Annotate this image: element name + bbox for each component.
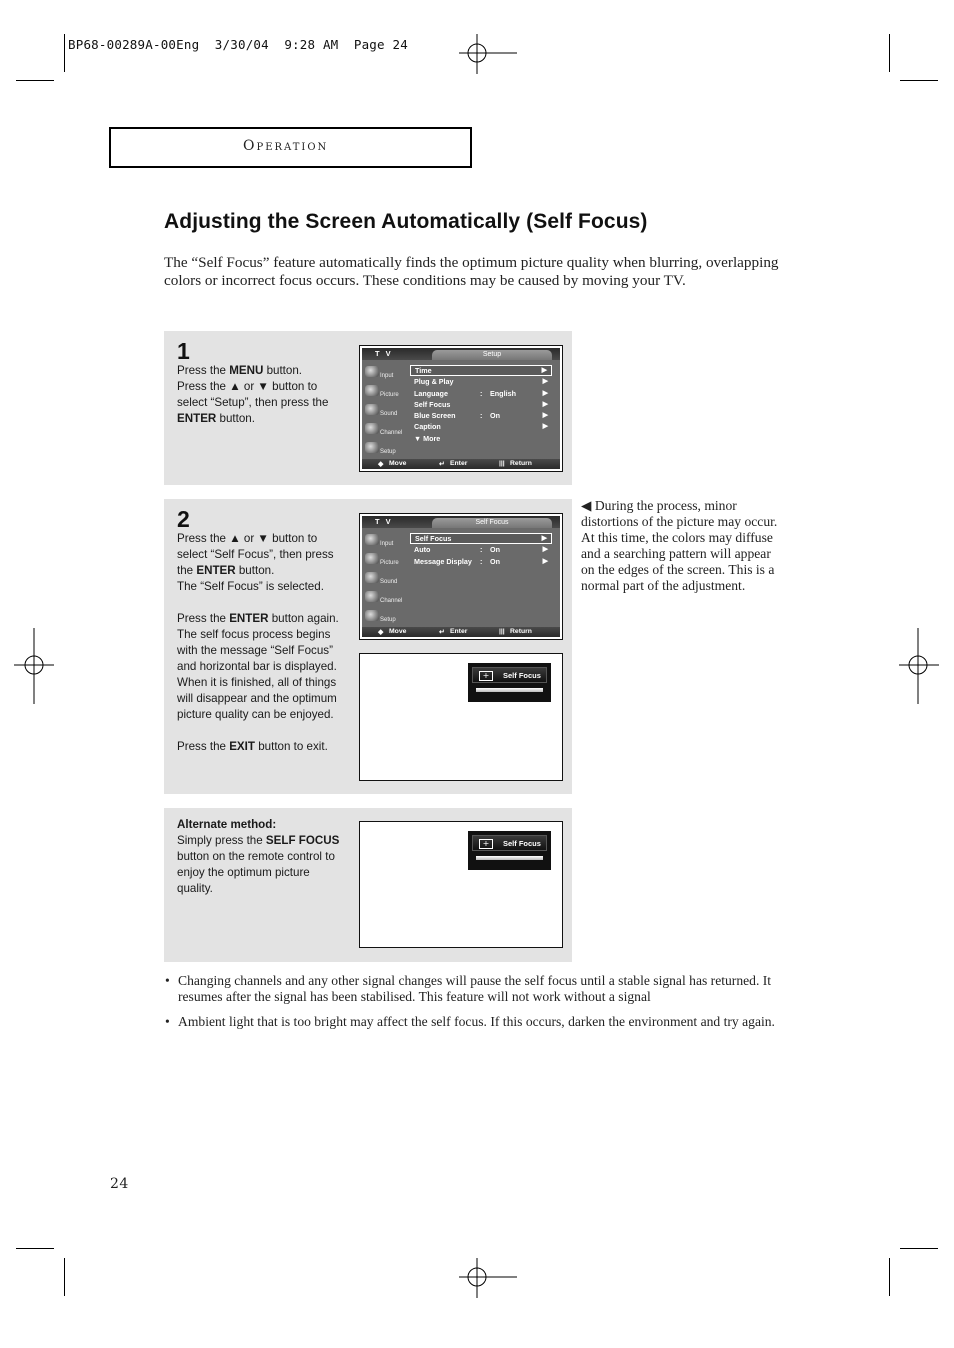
alternate-line: enjoy the optimum picture — [177, 866, 310, 879]
arrow-right-icon: ▶ — [542, 557, 548, 565]
alternate-line: button on the remote control to — [177, 850, 335, 863]
alternate-text — [177, 817, 352, 897]
step-1-text — [177, 363, 352, 427]
step-2-line: When it is finished, all of things — [177, 676, 337, 689]
osd-tv-label: T V — [375, 517, 393, 526]
osd-row-separator: : — [480, 388, 483, 398]
crop-mark — [889, 1258, 890, 1296]
osd-side-menu — [362, 360, 406, 459]
picture-icon — [365, 553, 379, 564]
move-icon: ◆ — [378, 461, 384, 468]
arrow-right-icon: ▶ — [542, 423, 548, 431]
osd-side-label: Picture — [380, 392, 399, 398]
crop-mark — [16, 80, 54, 81]
osd-menu-row — [410, 433, 552, 444]
osd-footer-return: Return — [510, 628, 532, 635]
intro-paragraph: The “Self Focus” feature automatically finds the optimum picture quality when blurring, overlapping colors or incorrect focus occurs. These conditions may be caused by moving your TV. — [164, 254, 779, 289]
osd-tv-label: T V — [375, 349, 393, 358]
step-2-line: Press the EXIT button to exit. — [177, 740, 328, 753]
osd-footer-enter: Enter — [450, 460, 468, 467]
arrow-right-icon: ▶ — [542, 400, 548, 408]
osd-side-item-setup — [364, 610, 406, 628]
osd-side-label: Picture — [380, 560, 399, 566]
enter-icon: ↵ — [439, 461, 445, 468]
osd-footer — [362, 627, 560, 637]
step-2-line: select “Self Focus”, then press — [177, 548, 334, 561]
osd-row-label: Time — [415, 366, 432, 375]
osd-row-label: Blue Screen — [414, 411, 456, 421]
step-1-line: select “Setup”, then press the — [177, 396, 329, 409]
registration-mark-icon — [459, 34, 517, 74]
channel-icon — [365, 423, 379, 434]
step-2-line: Press the ENTER button again. — [177, 612, 339, 625]
osd-menu-row — [410, 365, 552, 376]
osd-side-label: Setup — [380, 449, 396, 455]
crop-mark — [64, 1258, 65, 1296]
arrow-right-icon: ▶ — [542, 546, 548, 554]
step-2-line: Press the ▲ or ▼ button to — [177, 532, 318, 545]
step-2-line: will disappear and the optimum — [177, 692, 337, 705]
osd-footer-enter: Enter — [450, 628, 468, 635]
osd-row-value: On — [490, 556, 500, 566]
osd-title-bar — [362, 348, 560, 360]
osd-side-item-picture — [364, 385, 406, 403]
osd-side-item-sound — [364, 572, 406, 590]
print-header: BP68-00289A-00Eng 3/30/04 9:28 AM Page 24 — [68, 37, 408, 52]
bullet-item: • Changing channels and any other signal changes will pause the self focus until a stable signal has returned. It resumes after the signal has been stabilised. This feature will not work without a signal — [164, 973, 786, 1005]
move-icon: ◆ — [378, 629, 384, 636]
crop-mark — [889, 34, 890, 72]
page-number: 24 — [110, 1176, 129, 1192]
sound-icon — [365, 404, 379, 415]
step-1-line: Press the MENU button. — [177, 364, 303, 377]
tv-screen-self-focus-alt — [359, 821, 563, 948]
self-focus-progress-bar — [476, 688, 543, 692]
step-2-line: the ENTER button. — [177, 564, 275, 577]
osd-setup-menu — [359, 345, 563, 472]
osd-row-label: Message Display — [414, 556, 472, 566]
osd-footer-move: Move — [389, 460, 407, 467]
step-1-line: Press the ▲ or ▼ button to — [177, 380, 318, 393]
arrow-right-icon: ▶ — [541, 367, 547, 374]
osd-side-item-input — [364, 366, 406, 384]
osd-side-item-input — [364, 534, 406, 552]
osd-footer-return: Return — [510, 460, 532, 467]
osd-footer — [362, 459, 560, 469]
section-label: Operation — [243, 138, 329, 154]
step-2-line: with the message “Self Focus” — [177, 644, 333, 657]
osd-menu-row — [410, 533, 552, 544]
alternate-line: quality. — [177, 882, 213, 895]
side-note: ◀ During the process, minor distortions of the picture may occur. At this time, the colors may diffuse and a searching pattern will appear on the edges of the screen. This is a normal part of the adjustment. — [581, 498, 778, 593]
step-2-line: and horizontal bar is displayed. — [177, 660, 337, 673]
osd-side-label: Channel — [380, 598, 403, 604]
osd-row-label: Plug & Play — [414, 377, 454, 387]
osd-side-item-sound — [364, 404, 406, 422]
input-icon — [365, 366, 379, 377]
osd-title-bar — [362, 516, 560, 528]
osd-side-label: Sound — [380, 579, 398, 585]
crop-mark — [16, 1248, 54, 1249]
setup-icon — [365, 610, 379, 621]
self-focus-icon: + — [479, 671, 493, 681]
osd-side-item-picture — [364, 553, 406, 571]
osd-row-separator: : — [480, 556, 483, 566]
osd-inner — [362, 348, 560, 469]
osd-menu-row — [410, 556, 552, 567]
osd-side-item-channel — [364, 591, 406, 609]
page-title: Adjusting the Screen Automatically (Self Focus) — [164, 210, 648, 233]
arrow-right-icon: ▶ — [542, 389, 548, 397]
osd-menu-rows — [410, 533, 552, 567]
osd-row-value: On — [490, 411, 500, 421]
osd-row-value: English — [490, 388, 516, 398]
osd-side-label: Channel — [380, 430, 403, 436]
osd-side-label: Sound — [380, 411, 398, 417]
arrow-right-icon: ▶ — [542, 412, 548, 420]
channel-icon — [365, 591, 379, 602]
crop-mark — [900, 80, 938, 81]
osd-menu-row — [410, 421, 552, 432]
alternate-line: Alternate method: — [177, 818, 277, 831]
self-focus-message-box — [468, 831, 551, 870]
return-icon: ||| — [499, 628, 505, 635]
osd-menu-rows — [410, 365, 552, 444]
osd-side-label: Input — [380, 541, 394, 547]
osd-row-label: Caption — [414, 422, 441, 432]
step-2-line: The self focus process begins — [177, 628, 331, 641]
step-2-line — [177, 723, 352, 739]
self-focus-label: Self Focus — [503, 671, 541, 680]
osd-side-label: Setup — [380, 617, 396, 623]
osd-row-separator: : — [480, 545, 483, 555]
osd-menu-row — [410, 388, 552, 399]
tv-screen-self-focus — [359, 653, 563, 781]
picture-icon — [365, 385, 379, 396]
setup-icon — [365, 442, 379, 453]
arrow-right-icon: ▶ — [541, 535, 547, 542]
osd-side-item-setup — [364, 442, 406, 460]
step-2-text — [177, 531, 352, 755]
osd-menu-tab: Self Focus — [432, 518, 552, 528]
osd-row-label: Auto — [414, 545, 431, 555]
step-2-line: The “Self Focus” is selected. — [177, 580, 324, 593]
osd-menu-row — [410, 544, 552, 555]
osd-row-label: Self Focus — [415, 534, 452, 543]
step-1-number: 1 — [177, 338, 190, 364]
input-icon — [365, 534, 379, 545]
alternate-line: Simply press the SELF FOCUS — [177, 834, 340, 847]
osd-side-menu — [362, 528, 406, 627]
step-1-line: ENTER button. — [177, 412, 255, 425]
osd-menu-row — [410, 376, 552, 387]
self-focus-icon: + — [479, 839, 493, 849]
return-icon: ||| — [499, 460, 505, 467]
enter-icon: ↵ — [439, 629, 445, 636]
osd-row-label: Self Focus — [414, 399, 451, 409]
self-focus-progress-bar — [476, 856, 543, 860]
step-2-line: picture quality can be enjoyed. — [177, 708, 334, 721]
arrow-right-icon: ▶ — [542, 378, 548, 386]
step-2-line — [177, 595, 352, 611]
osd-menu-row — [410, 399, 552, 410]
self-focus-message-box — [468, 663, 551, 702]
self-focus-label: Self Focus — [503, 839, 541, 848]
osd-row-separator: : — [480, 411, 483, 421]
crop-mark — [900, 1248, 938, 1249]
bullet-item: • Ambient light that is too bright may affect the self focus. If this occurs, darken the environment and try again. — [164, 1014, 786, 1030]
osd-row-label: ▼ More — [414, 433, 441, 443]
osd-inner — [362, 516, 560, 637]
crop-mark — [64, 34, 65, 72]
osd-footer-move: Move — [389, 628, 407, 635]
registration-mark-icon — [14, 628, 54, 704]
sound-icon — [365, 572, 379, 583]
osd-row-label: Language — [414, 388, 448, 398]
step-2-number: 2 — [177, 506, 190, 532]
osd-menu-tab: Setup — [432, 350, 552, 360]
bullet-list — [164, 973, 786, 1039]
osd-self-focus-menu — [359, 513, 563, 640]
registration-mark-icon — [899, 628, 939, 704]
osd-row-value: On — [490, 545, 500, 555]
registration-mark-icon — [459, 1258, 517, 1298]
osd-side-label: Input — [380, 373, 394, 379]
osd-menu-row — [410, 410, 552, 421]
osd-side-item-channel — [364, 423, 406, 441]
